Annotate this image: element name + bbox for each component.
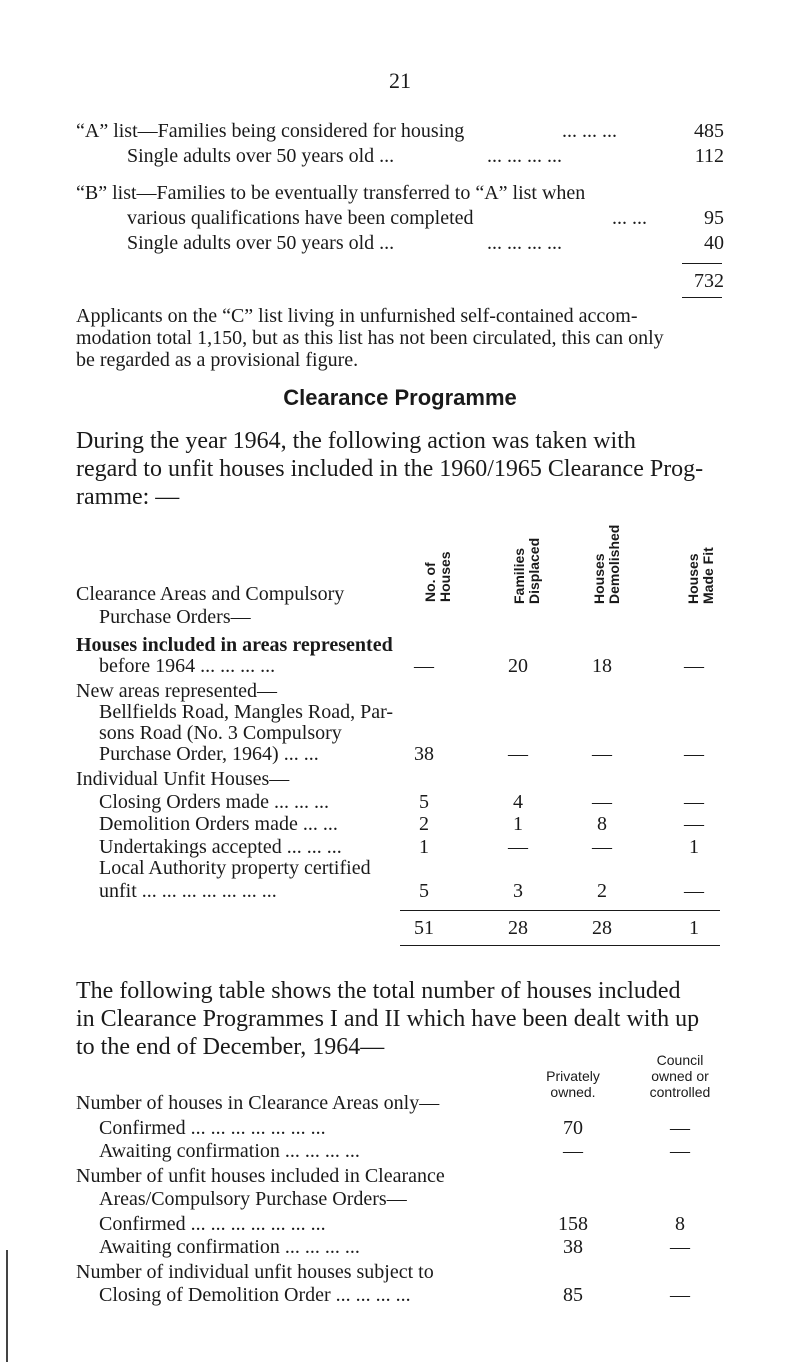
scan-edge-line bbox=[6, 1250, 8, 1362]
col-header-council-owned bbox=[635, 1052, 725, 1100]
houses-row-label: Confirmed ... ... ... ... ... ... ... bbox=[99, 1213, 326, 1235]
houses-cell: 8 bbox=[675, 1213, 685, 1235]
table-cell: 3 bbox=[513, 880, 523, 902]
page-number: 21 bbox=[389, 68, 411, 93]
total-cell: 28 bbox=[508, 917, 528, 939]
houses-cell: 70 bbox=[563, 1117, 583, 1139]
col-header-houses-made-fit: Houses Made Fit bbox=[685, 547, 716, 604]
table-cell: — bbox=[592, 743, 612, 765]
applicants-line: Applicants on the “C” list living in unfurnished self-contained accom- bbox=[76, 305, 638, 327]
col-header-line: owned or bbox=[651, 1068, 709, 1084]
table-cell: — bbox=[414, 655, 434, 677]
table-cell: — bbox=[684, 743, 704, 765]
intro-line: ramme: — bbox=[76, 484, 180, 510]
b-list-qualifications-leader: ... ... bbox=[612, 207, 647, 229]
applicants-line: modation total 1,150, but as this list has not been circulated, this can only bbox=[76, 327, 664, 349]
b-list-single-adults-label: Single adults over 50 years old ... bbox=[127, 232, 395, 254]
row-label-new-areas: New areas represented— bbox=[76, 680, 278, 702]
b-list-single-adults-value: 40 bbox=[704, 232, 724, 254]
following-line: in Clearance Programmes I and II which have been dealt with up bbox=[76, 1006, 700, 1032]
totals-rule-top bbox=[400, 910, 720, 911]
a-list-single-adults-label: Single adults over 50 years old ... bbox=[127, 145, 395, 167]
table-cell: — bbox=[592, 836, 612, 858]
following-line: The following table shows the total number of houses included bbox=[76, 978, 681, 1004]
table-cell: — bbox=[684, 655, 704, 677]
b-list-single-adults-leader: ... ... ... ... bbox=[487, 232, 562, 254]
total-cell: 1 bbox=[689, 917, 699, 939]
col-header-privately-owned bbox=[533, 1068, 613, 1100]
intro-line: During the year 1964, the following action was taken with bbox=[76, 428, 636, 454]
clearance-section-subtitle: Purchase Orders— bbox=[99, 606, 251, 628]
houses-cell: — bbox=[670, 1117, 690, 1139]
houses-row-label: Number of individual unfit houses subject to bbox=[76, 1261, 434, 1283]
houses-cell: 85 bbox=[563, 1284, 583, 1306]
table-cell: 8 bbox=[597, 813, 607, 835]
a-list-families-label: “A” list—Families being considered for housing bbox=[76, 120, 465, 142]
a-list-families-value: 485 bbox=[694, 120, 724, 142]
col-header-families-displaced: Families Displaced bbox=[511, 537, 542, 604]
table-cell: 5 bbox=[419, 880, 429, 902]
houses-row-label: Number of houses in Clearance Areas only— bbox=[76, 1092, 440, 1114]
row-label-new-areas-cont: Purchase Order, 1964) ... ... bbox=[99, 743, 319, 765]
lists-total-rule-bottom bbox=[682, 297, 722, 298]
table-cell: 2 bbox=[597, 880, 607, 902]
houses-cell: — bbox=[563, 1140, 583, 1162]
houses-cell: 158 bbox=[558, 1213, 588, 1235]
row-label-new-areas-cont: Bellfields Road, Mangles Road, Par- bbox=[99, 701, 393, 723]
table-cell: 4 bbox=[513, 791, 523, 813]
table-cell: — bbox=[684, 791, 704, 813]
intro-line: regard to unfit houses included in the 1960/1965 Clearance Prog- bbox=[76, 456, 704, 482]
houses-row-label: Awaiting confirmation ... ... ... ... bbox=[99, 1140, 360, 1162]
col-header-houses-demolished: Houses Demolished bbox=[591, 524, 622, 604]
houses-row-label: Awaiting confirmation ... ... ... ... bbox=[99, 1236, 360, 1258]
table-cell: 18 bbox=[592, 655, 612, 677]
a-list-families-leader: ... ... ... bbox=[562, 120, 617, 142]
table-cell: 2 bbox=[419, 813, 429, 835]
houses-row-label: Closing of Demolition Order ... ... ... ... bbox=[99, 1284, 411, 1306]
houses-cell: — bbox=[670, 1236, 690, 1258]
row-label-areas-before-1964: Houses included in areas represented bbox=[76, 634, 393, 656]
intro-paragraph bbox=[76, 427, 726, 511]
table-cell: 38 bbox=[414, 743, 434, 765]
total-cell: 51 bbox=[414, 917, 434, 939]
table-cell: — bbox=[508, 743, 528, 765]
following-paragraph bbox=[76, 977, 726, 1061]
houses-row-label: Number of unfit houses included in Clearance bbox=[76, 1165, 445, 1187]
row-label-local-authority-cont: unfit ... ... ... ... ... ... ... bbox=[99, 880, 277, 902]
row-label-local-authority: Local Authority property certified bbox=[99, 857, 371, 879]
total-cell: 28 bbox=[592, 917, 612, 939]
b-list-families-label: “B” list—Families to be eventually transferred to “A” list when bbox=[76, 182, 586, 204]
row-label-areas-before-1964-cont: before 1964 ... ... ... ... bbox=[99, 655, 276, 677]
row-label-undertakings: Undertakings accepted ... ... ... bbox=[99, 836, 342, 858]
houses-cell: 38 bbox=[563, 1236, 583, 1258]
col-header-line: controlled bbox=[649, 1084, 711, 1100]
row-label-new-areas-cont: sons Road (No. 3 Compulsory bbox=[99, 722, 342, 744]
table-cell: 1 bbox=[689, 836, 699, 858]
table-cell: — bbox=[684, 880, 704, 902]
row-label-demolition-orders: Demolition Orders made ... ... bbox=[99, 813, 338, 835]
following-line: to the end of December, 1964— bbox=[76, 1034, 385, 1060]
table-cell: 1 bbox=[419, 836, 429, 858]
applicants-line: be regarded as a provisional figure. bbox=[76, 349, 359, 371]
a-list-single-adults-leader: ... ... ... ... bbox=[487, 145, 562, 167]
applicants-paragraph bbox=[76, 305, 724, 371]
table-cell: 5 bbox=[419, 791, 429, 813]
table-cell: — bbox=[592, 791, 612, 813]
houses-row-label: Confirmed ... ... ... ... ... ... ... bbox=[99, 1117, 326, 1139]
col-header-no-of-houses: No. of Houses bbox=[422, 551, 453, 602]
clearance-programme-heading: Clearance Programme bbox=[283, 385, 517, 410]
row-label-closing-orders: Closing Orders made ... ... ... bbox=[99, 791, 329, 813]
a-list-single-adults-value: 112 bbox=[694, 145, 724, 167]
col-header-line: Privately bbox=[546, 1068, 600, 1084]
table-cell: — bbox=[684, 813, 704, 835]
houses-row-label: Areas/Compulsory Purchase Orders— bbox=[99, 1188, 407, 1210]
table-cell: — bbox=[508, 836, 528, 858]
table-cell: 20 bbox=[508, 655, 528, 677]
table-cell: 1 bbox=[513, 813, 523, 835]
lists-total-value: 732 bbox=[694, 270, 724, 292]
lists-total-rule-top bbox=[682, 263, 722, 264]
clearance-section-title: Clearance Areas and Compulsory bbox=[76, 583, 345, 605]
houses-cell: — bbox=[670, 1140, 690, 1162]
b-list-qualifications-value: 95 bbox=[704, 207, 724, 229]
b-list-qualifications-label: various qualifications have been completed bbox=[127, 207, 474, 229]
houses-cell: — bbox=[670, 1284, 690, 1306]
totals-rule-bottom bbox=[400, 945, 720, 946]
col-header-line: Council bbox=[656, 1052, 704, 1068]
row-label-individual-unfit: Individual Unfit Houses— bbox=[76, 768, 290, 790]
col-header-line: owned. bbox=[550, 1084, 596, 1100]
